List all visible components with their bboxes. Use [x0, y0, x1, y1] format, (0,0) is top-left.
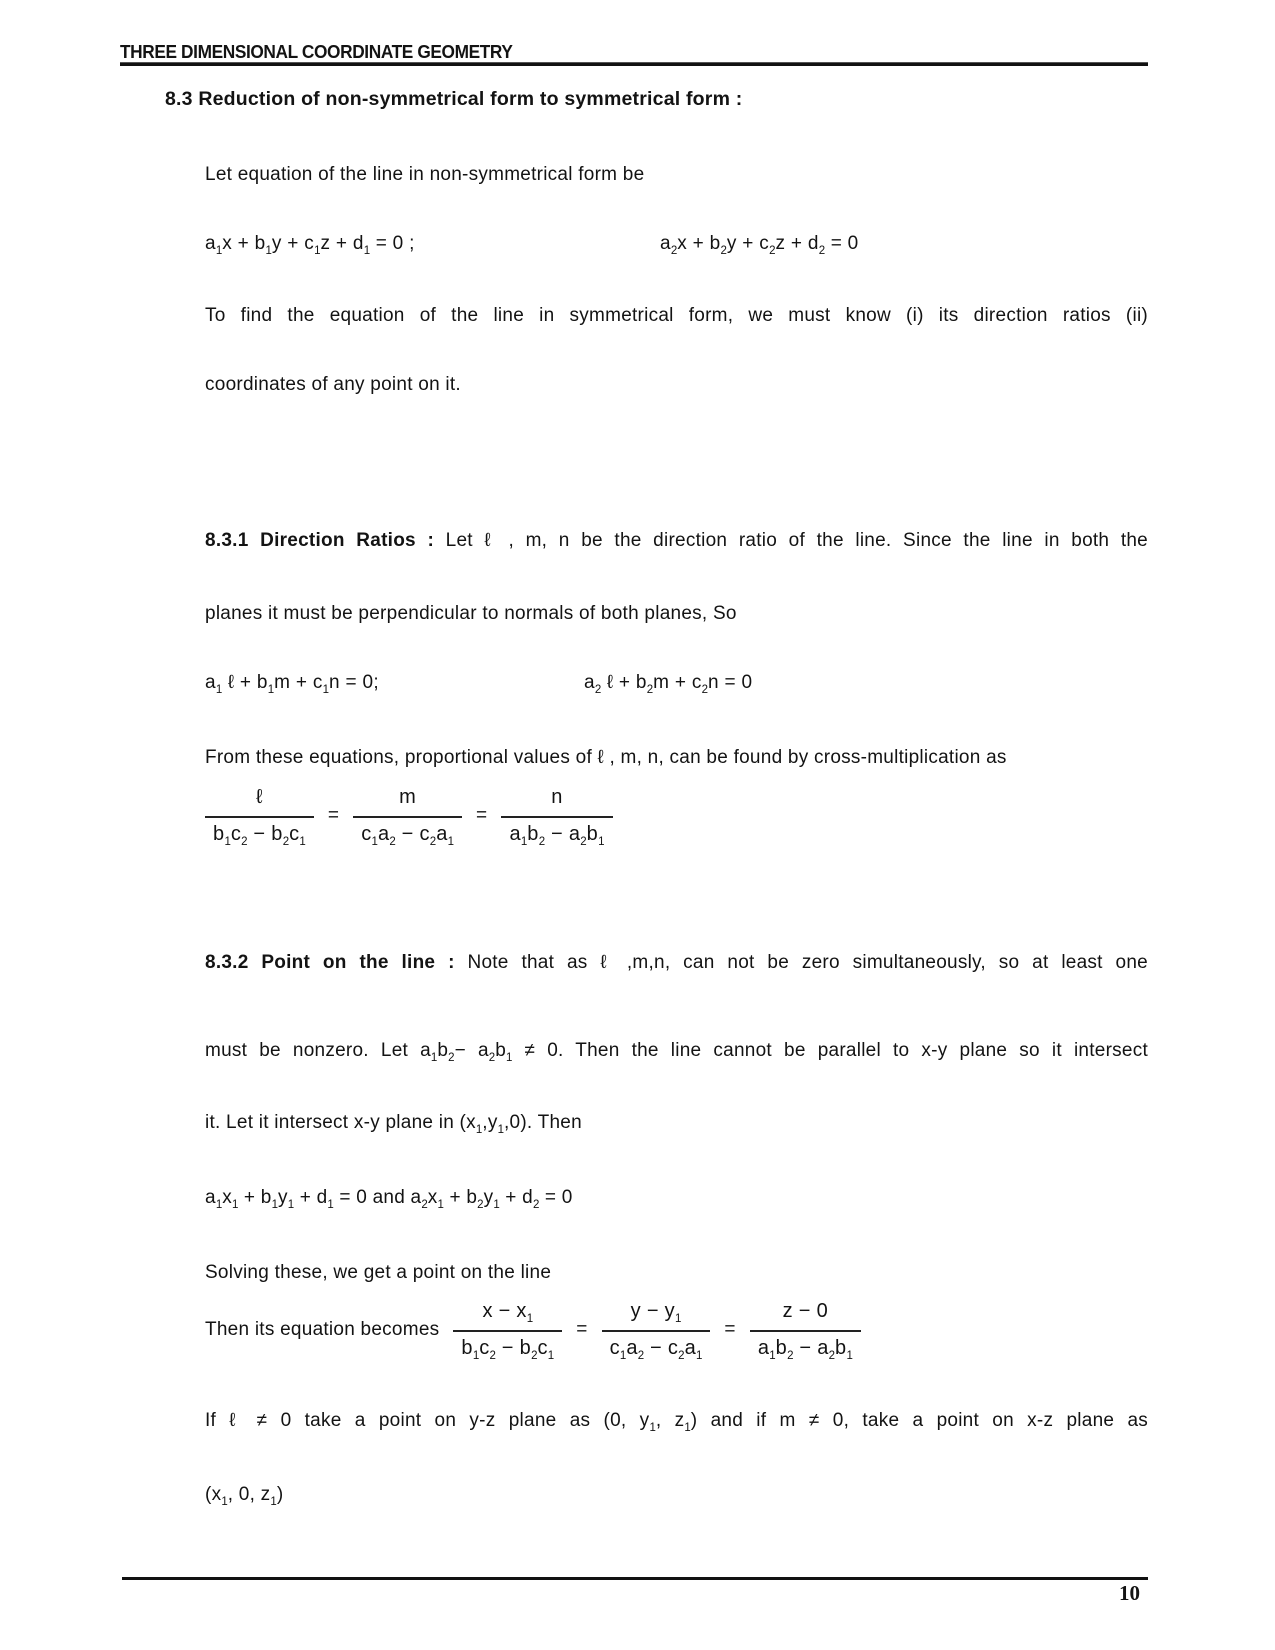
fraction-n: [501, 786, 612, 846]
fraction-m-denominator: $c_1a_2 - c_2a_1$: [353, 816, 462, 846]
equation-row-direction-ratios: [205, 672, 1148, 694]
subsection-832-label: 8.3.2 Point on the line :: [205, 952, 455, 973]
page-number: 10: [1119, 1581, 1140, 1605]
equation-plane1: $a_1x + b_1y + c_1z + d_1 = 0$ ;: [205, 233, 415, 257]
paragraph-must-be: must be nonzero. Let $a_1b_2- a_2b_1 \ne 0$. Then the line cannot be parallel to x-y plane so it intersect: [205, 1040, 1149, 1064]
fraction-l: [205, 786, 314, 846]
subsection-831-text: Let ℓ , m, n be the direction ratio of the line. Since the line in both the: [434, 530, 1148, 551]
equation-dr2: $a_2$ ℓ + $b_2m + c_2n = 0$: [584, 672, 753, 696]
equation-row-planes: [205, 233, 1148, 255]
fraction-z-denominator: $a_1b_2 - a_2b_1$: [750, 1330, 861, 1360]
paragraph-831: [205, 528, 1148, 554]
header-rule: [120, 62, 1148, 66]
fraction-y-numerator: $y - y_1$: [630, 1300, 682, 1325]
equation-point: $a_1x_1 + b_1y_1 + d_1 = 0$ and $a_2x_1 + b_2y_1 + d_2 = 0$: [205, 1187, 573, 1211]
subsection-832-text: Note that as ℓ ,m,n, can not be zero simultaneously, so at least one: [454, 952, 1148, 973]
fraction-x-denominator: $b_1c_2 - b_2c_1$: [453, 1330, 562, 1360]
equation-fraction-chain2: [205, 1300, 861, 1360]
equals-sign: =: [327, 805, 340, 826]
paragraph-point2: ($x_1$, 0, $z_1$): [205, 1484, 284, 1508]
fraction-m-numerator: m: [399, 786, 417, 808]
fraction-z-numerator: z − 0: [782, 1300, 829, 1322]
fraction-l-numerator: ℓ: [256, 786, 263, 808]
paragraph-if-l: If ℓ ≠ 0 take a point on y-z plane as (0, $y_1$, $z_1$) and if m ≠ 0, take a point on x-z plane as: [205, 1410, 1149, 1434]
section-heading: 8.3 Reduction of non-symmetrical form to symmetrical form :: [165, 88, 743, 110]
fraction-x-numerator: $x - x_1$: [482, 1300, 534, 1325]
fraction-y-denominator: $c_1a_2 - c_2a_1$: [602, 1330, 711, 1360]
running-header: THREE DIMENSIONAL COORDINATE GEOMETRY: [120, 42, 513, 62]
fraction-n-denominator: $a_1b_2 - a_2b_1$: [501, 816, 612, 846]
fraction-x: [453, 1300, 562, 1360]
paragraph-to-find: To find the equation of the line in symmetrical form, we must know (i) its direction ratios (ii): [205, 305, 1148, 326]
subsection-831-label: 8.3.1 Direction Ratios :: [205, 530, 435, 551]
equation-plane2: $a_2x + b_2y + c_2z + d_2 = 0$: [660, 233, 859, 257]
paragraph-from-these: From these equations, proportional values of ℓ , m, n, can be found by cross-multiplication as: [205, 747, 1007, 768]
equation-fraction-chain1: [205, 786, 613, 846]
footer-rule: [122, 1577, 1148, 1580]
fraction-m: [353, 786, 462, 846]
paragraph-coordinates: coordinates of any point on it.: [205, 374, 461, 395]
paragraph-intersect: it. Let it intersect x-y plane in $(x_1,y_1,0)$. Then: [205, 1112, 582, 1136]
paragraph-planes: planes it must be perpendicular to normals of both planes, So: [205, 603, 737, 624]
equation-dr1: $a_1$ ℓ + $b_1m + c_1n = 0$;: [205, 672, 379, 696]
then-equation-label: Then its equation becomes: [205, 1319, 440, 1340]
equals-sign: =: [576, 1319, 588, 1340]
paragraph-solving: Solving these, we get a point on the line: [205, 1262, 552, 1283]
fraction-z: [750, 1300, 861, 1360]
paragraph-intro: Let equation of the line in non-symmetrical form be: [205, 164, 645, 185]
fraction-n-numerator: n: [551, 786, 563, 808]
equals-sign: =: [724, 1319, 736, 1340]
paragraph-832: [205, 950, 1148, 976]
fraction-y: [602, 1300, 711, 1360]
fraction-l-denominator: $b_1c_2 - b_2c_1$: [205, 816, 314, 846]
equals-sign: =: [476, 805, 488, 826]
